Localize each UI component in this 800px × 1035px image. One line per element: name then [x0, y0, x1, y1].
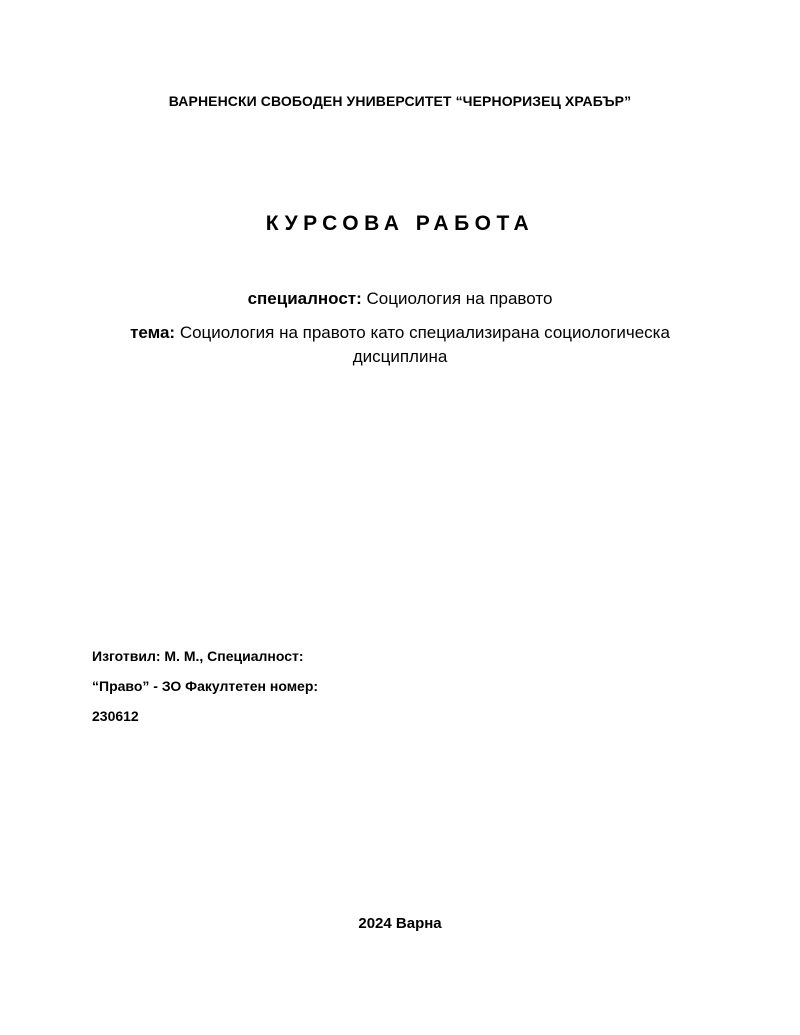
footer-year-city: 2024 Варна	[358, 915, 442, 932]
topic-label: тема:	[130, 323, 176, 342]
specialty-label: специалност:	[247, 289, 362, 308]
specialty-line	[0, 289, 800, 309]
author-info	[92, 646, 318, 736]
topic-value: Социология на правото като специализирана социологическа дисциплина	[179, 323, 670, 366]
author-line-2: “Право” - ЗО Факултетен номер:	[92, 678, 319, 694]
topic-line	[95, 321, 705, 369]
author-line-1: Изготвил: М. М., Специалност:	[92, 648, 304, 664]
specialty-value: Социология на правото	[366, 289, 553, 308]
university-name: ВАРНЕНСКИ СВОБОДЕН УНИВЕРСИТЕТ “ЧЕРНОРИЗЕЦ ХРАБЪР”	[168, 93, 632, 109]
author-line-3: 230612	[92, 708, 139, 724]
document-title: КУРСОВА РАБОТА	[265, 212, 535, 235]
